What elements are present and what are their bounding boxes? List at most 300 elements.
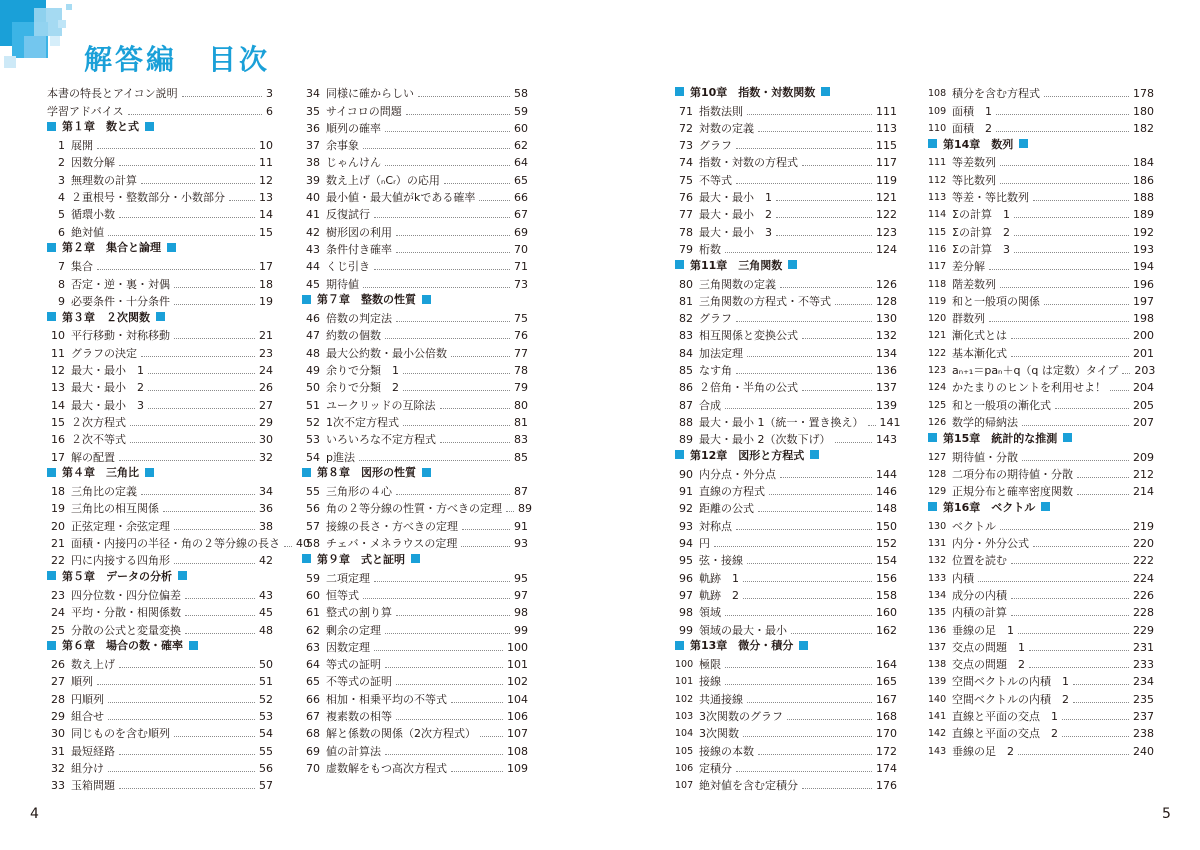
toc-entry (675, 533, 897, 550)
entry-page: 30 (259, 433, 273, 447)
chapter-marker (1041, 502, 1050, 511)
entry-number: 22 (51, 554, 65, 568)
entry-page: 77 (514, 346, 528, 360)
entry-page: 48 (259, 623, 273, 637)
entry-title: 位置を読む (952, 554, 1007, 568)
entry-title: 角の２等分線の性質・方べきの定理 (326, 502, 502, 516)
entry-page: 237 (1133, 709, 1154, 723)
chapter-heading (928, 135, 1154, 152)
entry-number: 30 (51, 727, 65, 741)
entry-page: 154 (876, 554, 897, 568)
entry-title: 三角関数の定義 (699, 277, 776, 291)
toc-entry (47, 706, 273, 723)
toc-entry (928, 221, 1154, 238)
chapter-heading (47, 308, 273, 325)
toc-entry (302, 498, 532, 516)
leader-dots (396, 321, 510, 322)
entry-number: 107 (675, 780, 694, 792)
entry-page: 205 (1133, 398, 1154, 412)
entry-page: 53 (259, 709, 273, 723)
entry-title: 接線の本数 (699, 744, 754, 758)
entry-title: 分散の公式と変量変換 (71, 623, 181, 637)
leader-dots (359, 460, 510, 461)
entry-title: ２次不等式 (71, 433, 126, 447)
toc-entry (928, 308, 1154, 325)
entry-page: 81 (514, 415, 528, 429)
entry-title: 三角関数の方程式・不等式 (699, 294, 831, 308)
entry-page: 123 (876, 225, 897, 239)
toc-entry (928, 412, 1154, 429)
entry-title: 最大・最小 2 (71, 381, 144, 395)
entry-title: 極限 (699, 658, 721, 672)
entry-title: 最大公約数・最小公倍数 (326, 346, 447, 360)
entry-page: 67 (514, 208, 528, 222)
entry-number: 132 (928, 555, 947, 567)
entry-title: 等比数列 (952, 173, 996, 187)
leader-dots (363, 287, 510, 288)
leader-dots (725, 684, 872, 685)
toc-entry (675, 654, 897, 671)
entry-title: 内積の計算 (952, 606, 1007, 620)
leader-dots (119, 667, 255, 668)
entry-title: 二項定理 (326, 571, 370, 585)
chapter-marker (47, 571, 56, 580)
toc-entry (928, 706, 1154, 723)
entry-number: 57 (306, 519, 320, 533)
entry-page: 99 (514, 623, 528, 637)
toc-entry (928, 204, 1154, 221)
entry-page: 209 (1133, 450, 1154, 464)
entry-number: 140 (928, 693, 947, 705)
entry-number: 42 (306, 225, 320, 239)
entry-page: 54 (259, 727, 273, 741)
leader-dots (780, 287, 872, 288)
leader-dots (141, 356, 255, 357)
toc-entry (928, 567, 1154, 584)
entry-number: 72 (679, 121, 693, 135)
chapter-title: 第３章 ２次関数 (62, 310, 150, 324)
leader-dots (1000, 287, 1129, 288)
entry-page: 178 (1133, 87, 1154, 101)
leader-dots (174, 563, 255, 564)
entry-number: 60 (306, 588, 320, 602)
entry-page: 106 (507, 709, 528, 723)
entry-number: 100 (675, 659, 694, 671)
toc-entry (928, 239, 1154, 256)
leader-dots (119, 165, 255, 166)
toc-entry (675, 515, 897, 532)
entry-title: グラフの決定 (71, 346, 137, 360)
entry-page: 17 (259, 260, 273, 274)
entry-page: 104 (507, 692, 528, 706)
toc-entry (302, 515, 528, 532)
entry-page: 130 (876, 312, 897, 326)
leader-dots (1011, 615, 1129, 616)
toc-entry (302, 758, 528, 775)
entry-title: p進法 (326, 450, 355, 464)
toc-entry (928, 100, 1154, 117)
entry-page: 65 (514, 173, 528, 187)
entry-number: 71 (679, 104, 693, 118)
leader-dots (119, 460, 255, 461)
entry-page: 12 (259, 173, 273, 187)
toc-entry (302, 273, 528, 290)
entry-title: 順列 (71, 675, 93, 689)
entry-page: 226 (1133, 588, 1154, 602)
entry-page: 115 (876, 139, 897, 153)
entry-number: 74 (679, 156, 693, 170)
entry-page: 6 (266, 104, 273, 118)
entry-title: 順列の確率 (326, 121, 381, 135)
leader-dots (148, 373, 255, 374)
leader-dots (989, 321, 1129, 322)
leader-dots (1077, 477, 1129, 478)
leader-dots (769, 494, 872, 495)
entry-title: 軌跡 1 (699, 571, 739, 585)
leader-dots (403, 390, 510, 391)
leader-dots (1022, 425, 1129, 426)
entry-page: 180 (1133, 104, 1154, 118)
leader-dots (130, 442, 255, 443)
toc-entry (928, 671, 1154, 688)
entry-number: 92 (679, 502, 693, 516)
toc-entry (47, 671, 273, 688)
entry-number: 54 (306, 450, 320, 464)
entry-number: 90 (679, 467, 693, 481)
toc-entry (928, 654, 1154, 671)
entry-number: 25 (51, 623, 65, 637)
leader-dots (130, 425, 255, 426)
entry-number: 138 (928, 659, 947, 671)
entry-page: 15 (259, 225, 273, 239)
entry-title: チェバ・メネラウスの定理 (326, 537, 458, 551)
leader-dots (725, 667, 872, 668)
leader-dots (451, 356, 510, 357)
leader-dots (119, 788, 255, 789)
chapter-heading (302, 291, 528, 308)
leader-dots (440, 408, 510, 409)
toc-entry (928, 325, 1154, 342)
entry-page: 200 (1133, 329, 1154, 343)
entry-title: 内分点・外分点 (699, 467, 776, 481)
leader-dots (97, 269, 255, 270)
entry-title: 複素数の相等 (326, 709, 392, 723)
entry-page: 132 (876, 329, 897, 343)
entry-page: 126 (876, 277, 897, 291)
entry-page: 214 (1133, 485, 1154, 499)
entry-page: 220 (1133, 537, 1154, 551)
entry-title: 約数の個数 (326, 329, 381, 343)
entry-page: 238 (1133, 727, 1154, 741)
toc-entry (928, 394, 1154, 411)
leader-dots (747, 563, 872, 564)
toc-entry (928, 273, 1154, 290)
leader-dots (714, 546, 872, 547)
entry-number: 129 (928, 486, 947, 498)
entry-title: 絶対値を含む定積分 (699, 779, 798, 793)
leader-dots (996, 114, 1129, 115)
toc-entry (302, 412, 528, 429)
entry-number: 142 (928, 728, 947, 740)
toc-entry (675, 360, 897, 377)
entry-number: 38 (306, 156, 320, 170)
toc-entry (47, 291, 273, 308)
entry-title: 領域 (699, 606, 721, 620)
entry-title: 指数・対数の方程式 (699, 156, 798, 170)
entry-title: 数え上げ（ₙCᵣ）の応用 (326, 173, 440, 187)
leader-dots (802, 165, 872, 166)
entry-number: 21 (51, 537, 65, 551)
leader-dots (174, 304, 255, 305)
leader-dots (451, 702, 503, 703)
chapter-marker (675, 87, 684, 96)
toc-entry (675, 481, 897, 498)
toc-entry (47, 412, 273, 429)
leader-dots (1011, 598, 1129, 599)
entry-number: 86 (679, 381, 693, 395)
entry-title: 平行移動・対称移動 (71, 329, 170, 343)
toc-entry (928, 118, 1154, 135)
entry-number: 56 (306, 502, 320, 516)
entry-title: 加法定理 (699, 346, 743, 360)
chapter-title: 第12章 図形と方程式 (690, 448, 805, 462)
leader-dots (363, 148, 510, 149)
entry-title: 恒等式 (326, 588, 359, 602)
entry-number: 46 (306, 312, 320, 326)
entry-title: 最大・最小 3 (699, 225, 772, 239)
chapter-heading (675, 637, 897, 654)
entry-page: 134 (876, 346, 897, 360)
leader-dots (1073, 684, 1129, 685)
leader-dots (736, 529, 872, 530)
entry-page: 150 (876, 519, 897, 533)
toc-entry (47, 204, 273, 221)
leader-dots (374, 217, 510, 218)
entry-title: いろいろな不定方程式 (326, 433, 436, 447)
entry-number: 95 (679, 554, 693, 568)
entry-title: 接線の長さ・方べきの定理 (326, 519, 458, 533)
entry-number: 4 (58, 191, 65, 205)
entry-title: 内分・外分公式 (952, 537, 1029, 551)
entry-page: 85 (514, 450, 528, 464)
entry-title: ユークリッドの互除法 (326, 398, 436, 412)
leader-dots (396, 494, 510, 495)
toc-entry (47, 688, 273, 705)
entry-number: 9 (58, 294, 65, 308)
chapter-title: 第２章 集合と論理 (62, 241, 161, 255)
entry-title: じゃんけん (326, 156, 381, 170)
entry-title: 四分位数・四分位偏差 (71, 588, 181, 602)
entry-number: 62 (306, 623, 320, 637)
toc-column-4 (928, 83, 1154, 758)
entry-title: 定積分 (699, 761, 732, 775)
chapter-marker (788, 260, 797, 269)
chapter-marker (928, 433, 937, 442)
entry-title: 最大・最小 2 (699, 208, 772, 222)
entry-page: 224 (1133, 571, 1154, 585)
leader-dots (479, 200, 510, 201)
entry-page: 89 (518, 502, 532, 516)
entry-page: 165 (876, 675, 897, 689)
toc-entry (302, 100, 528, 117)
toc-entry (47, 152, 273, 169)
leader-dots (780, 477, 872, 478)
leader-dots (418, 96, 510, 97)
entry-title: 値の計算法 (326, 744, 381, 758)
toc-entry (302, 688, 528, 705)
entry-title: 円 (699, 537, 710, 551)
leader-dots (182, 96, 262, 97)
entry-title: 面積 1 (952, 104, 992, 118)
leader-dots (1022, 460, 1129, 461)
entry-page: 198 (1133, 312, 1154, 326)
entry-number: 119 (928, 295, 947, 307)
entry-title: 空間ベクトルの内積 2 (952, 692, 1069, 706)
toc-entry (302, 342, 528, 359)
entry-page: 70 (514, 242, 528, 256)
entry-page: 102 (507, 675, 528, 689)
chapter-marker (675, 260, 684, 269)
toc-entry (302, 706, 528, 723)
entry-number: 69 (306, 744, 320, 758)
entry-page: 51 (259, 675, 273, 689)
entry-number: 45 (306, 277, 320, 291)
entry-title: 接線 (699, 675, 721, 689)
toc-entry (302, 135, 528, 152)
leader-dots (108, 771, 255, 772)
leader-dots (396, 235, 510, 236)
chapter-title: 第10章 指数・対数関数 (690, 85, 816, 99)
entry-number: 24 (51, 606, 65, 620)
leader-dots (1044, 304, 1129, 305)
entry-title: 組分け (71, 761, 104, 775)
entry-number: 93 (679, 519, 693, 533)
entry-page: 167 (876, 692, 897, 706)
entry-page: 93 (514, 537, 528, 551)
toc-entry (675, 567, 897, 584)
entry-page: 170 (876, 727, 897, 741)
entry-number: 52 (306, 415, 320, 429)
toc-entry (302, 429, 528, 446)
entry-page: 235 (1133, 692, 1154, 706)
toc-entry (928, 533, 1154, 550)
entry-page: 182 (1133, 121, 1154, 135)
entry-number: 65 (306, 675, 320, 689)
leader-dots (1000, 183, 1129, 184)
toc-entry (928, 515, 1154, 532)
toc-entry (47, 187, 273, 204)
toc-entry (47, 221, 273, 238)
entry-page: 136 (876, 364, 897, 378)
leader-dots (758, 754, 872, 755)
chapter-marker (47, 641, 56, 650)
toc-entry (675, 775, 897, 792)
toc-entry (675, 342, 897, 359)
leader-dots (108, 702, 255, 703)
entry-title: 等式の証明 (326, 658, 381, 672)
entry-number: 39 (306, 173, 320, 187)
toc-entry (47, 325, 273, 342)
entry-number: 37 (306, 139, 320, 153)
toc-entry (675, 688, 897, 705)
entry-page: 240 (1133, 744, 1154, 758)
entry-title: 垂線の足 2 (952, 744, 1014, 758)
entry-page: 58 (514, 87, 528, 101)
toc-column-1 (47, 83, 310, 793)
entry-page: 174 (876, 761, 897, 775)
leader-dots (747, 356, 872, 357)
toc-entry (302, 567, 528, 584)
toc-entry (302, 325, 528, 342)
toc-entry (47, 100, 273, 117)
entry-page: 207 (1133, 415, 1154, 429)
entry-page: 152 (876, 537, 897, 551)
entry-title: 倍数の判定法 (326, 312, 392, 326)
entry-number: 105 (675, 745, 694, 757)
entry-page: 3 (266, 87, 273, 101)
entry-title: 対称点 (699, 519, 732, 533)
entry-number: 135 (928, 607, 947, 619)
toc-entry (302, 619, 528, 636)
chapter-heading (675, 83, 897, 100)
chapter-marker (167, 243, 176, 252)
toc-entry (47, 342, 273, 359)
entry-title: 学習アドバイス (47, 104, 124, 118)
entry-page: 73 (514, 277, 528, 291)
leader-dots (444, 183, 510, 184)
toc-entry (47, 135, 273, 152)
entry-number: 99 (679, 623, 693, 637)
page-number-right: 5 (1162, 806, 1171, 822)
chapter-title: 第14章 数列 (943, 137, 1014, 151)
entry-title: 不等式 (699, 173, 732, 187)
entry-title: 1次不定方程式 (326, 415, 399, 429)
toc-entry (47, 498, 273, 515)
toc-entry (675, 204, 897, 221)
entry-number: 97 (679, 588, 693, 602)
entry-number: 12 (51, 364, 65, 378)
entry-page: 97 (514, 588, 528, 602)
leader-dots (1011, 356, 1129, 357)
leader-dots (174, 287, 255, 288)
leader-dots (1011, 338, 1129, 339)
entry-title: 和と一般項の関係 (952, 294, 1040, 308)
toc-entry (47, 654, 273, 671)
entry-number: 26 (51, 658, 65, 672)
entry-page: 168 (876, 709, 897, 723)
entry-number: 78 (679, 225, 693, 239)
toc-entry (302, 169, 528, 186)
leader-dots (363, 598, 510, 599)
toc-entry (47, 775, 273, 792)
entry-title: ２倍角・半角の公式 (699, 381, 798, 395)
toc-entry (302, 533, 528, 550)
entry-title: なす角 (699, 364, 732, 378)
entry-title: 垂線の足 1 (952, 623, 1014, 637)
entry-title: 虚数解をもつ高次方程式 (326, 761, 447, 775)
entry-page: 203 (1134, 364, 1156, 378)
entry-number: 137 (928, 641, 947, 653)
leader-dots (385, 338, 510, 339)
toc-entry (47, 256, 273, 273)
leader-dots (174, 529, 255, 530)
leader-dots (791, 633, 872, 634)
entry-title: 階差数列 (952, 277, 996, 291)
toc-entry (302, 394, 528, 411)
entry-title: 円順列 (71, 692, 104, 706)
entry-number: 115 (928, 226, 947, 238)
toc-entry (928, 602, 1154, 619)
